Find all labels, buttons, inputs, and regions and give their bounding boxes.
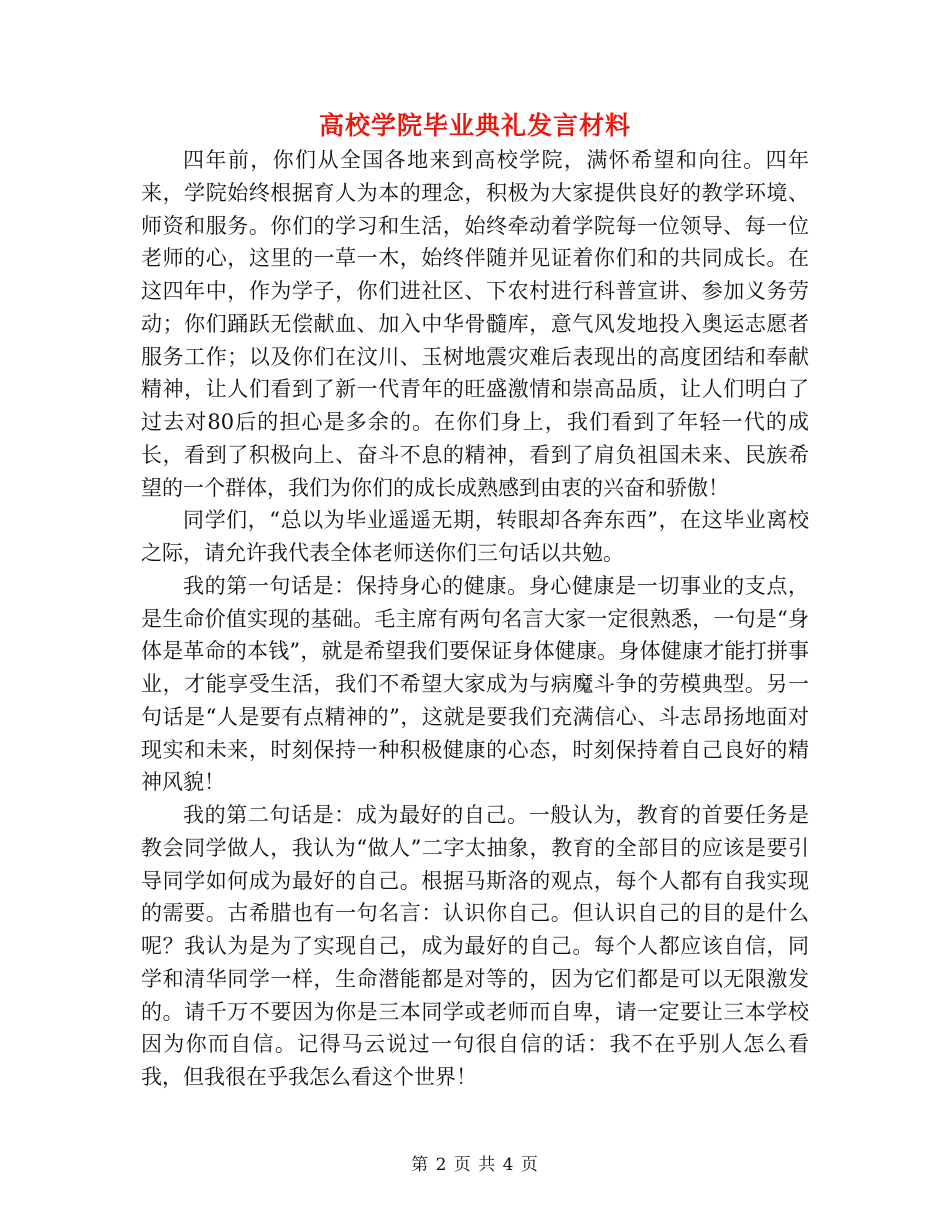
footer-suffix: 页 <box>514 1155 539 1175</box>
paragraph: 我的第二句话是：成为最好的自己。一般认为，教育的首要任务是教会同学做人，我认为“做人”二字太抽象，教育的全部目的应该是要引导同学如何成为最好的自己。根据马斯洛的观点，每个人都有自我实现的需要。古希腊也有一句名言：认识你自己。但认识自己的目的是什么呢？我认为是为了实现自己，成为最好的自己。每个人都应该自信，同学和清华同学一样，生命潜能都是对等的，因为它们都是可以无限激发的。请千万不要因为你是三本同学或老师而自卑，请一定要让三本学校因为你而自信。记得马云说过一句很自信的话：我不在乎别人怎么看我，但我很在乎我怎么看这个世界！ <box>141 803 809 1089</box>
footer-prefix: 第 <box>411 1155 436 1175</box>
footer-middle: 页 共 <box>447 1155 503 1175</box>
document-body <box>141 144 809 1094</box>
footer-total-pages: 4 <box>502 1155 515 1175</box>
paragraph: 同学们，“总以为毕业遥遥无期，转眼却各奔东西”，在这毕业离校之际，请允许我代表全体老师送你们三句话以共勉。 <box>141 508 809 565</box>
footer-page-number: 2 <box>435 1155 448 1175</box>
paragraph: 四年前，你们从全国各地来到高校学院，满怀希望和向往。四年来，学院始终根据育人为本的理念，积极为大家提供良好的教学环境、师资和服务。你们的学习和生活，始终牵动着学院每一位领导、每一位老师的心，这里的一草一木，始终伴随并见证着你们和的共同成长。在这四年中，作为学子，你们进社区、下农村进行科普宣讲、参加义务劳动；你们踊跃无偿献血、加入中华骨髓库，意气风发地投入奥运志愿者服务工作；以及你们在汶川、玉树地震灾难后表现出的高度团结和奉献精神，让人们看到了新一代青年的旺盛激情和崇高品质，让人们明白了过去对80后的担心是多余的。在你们身上，我们看到了年轻一代的成长，看到了积极向上、奋斗不息的精神，看到了肩负祖国未来、民族希望的一个群体，我们为你们的成长成熟感到由衷的兴奋和骄傲！ <box>141 148 809 500</box>
page-footer <box>0 1153 950 1177</box>
document-title: 高校学院毕业典礼发言材料 <box>318 111 631 140</box>
paragraph: 我的第一句话是：保持身心的健康。身心健康是一切事业的支点，是生命价值实现的基础。毛主席有两句名言大家一定很熟悉，一句是“身体是革命的本钱”，就是希望我们要保证身体健康。身体健康才能打拼事业，才能享受生活，我们不希望大家成为与病魔斗争的劳模典型。另一句话是“人是要有点精神的”，这就是要我们充满信心、斗志昂扬地面对现实和未来，时刻保持一种积极健康的心态，时刻保持着自己良好的精神风貌！ <box>141 573 809 795</box>
